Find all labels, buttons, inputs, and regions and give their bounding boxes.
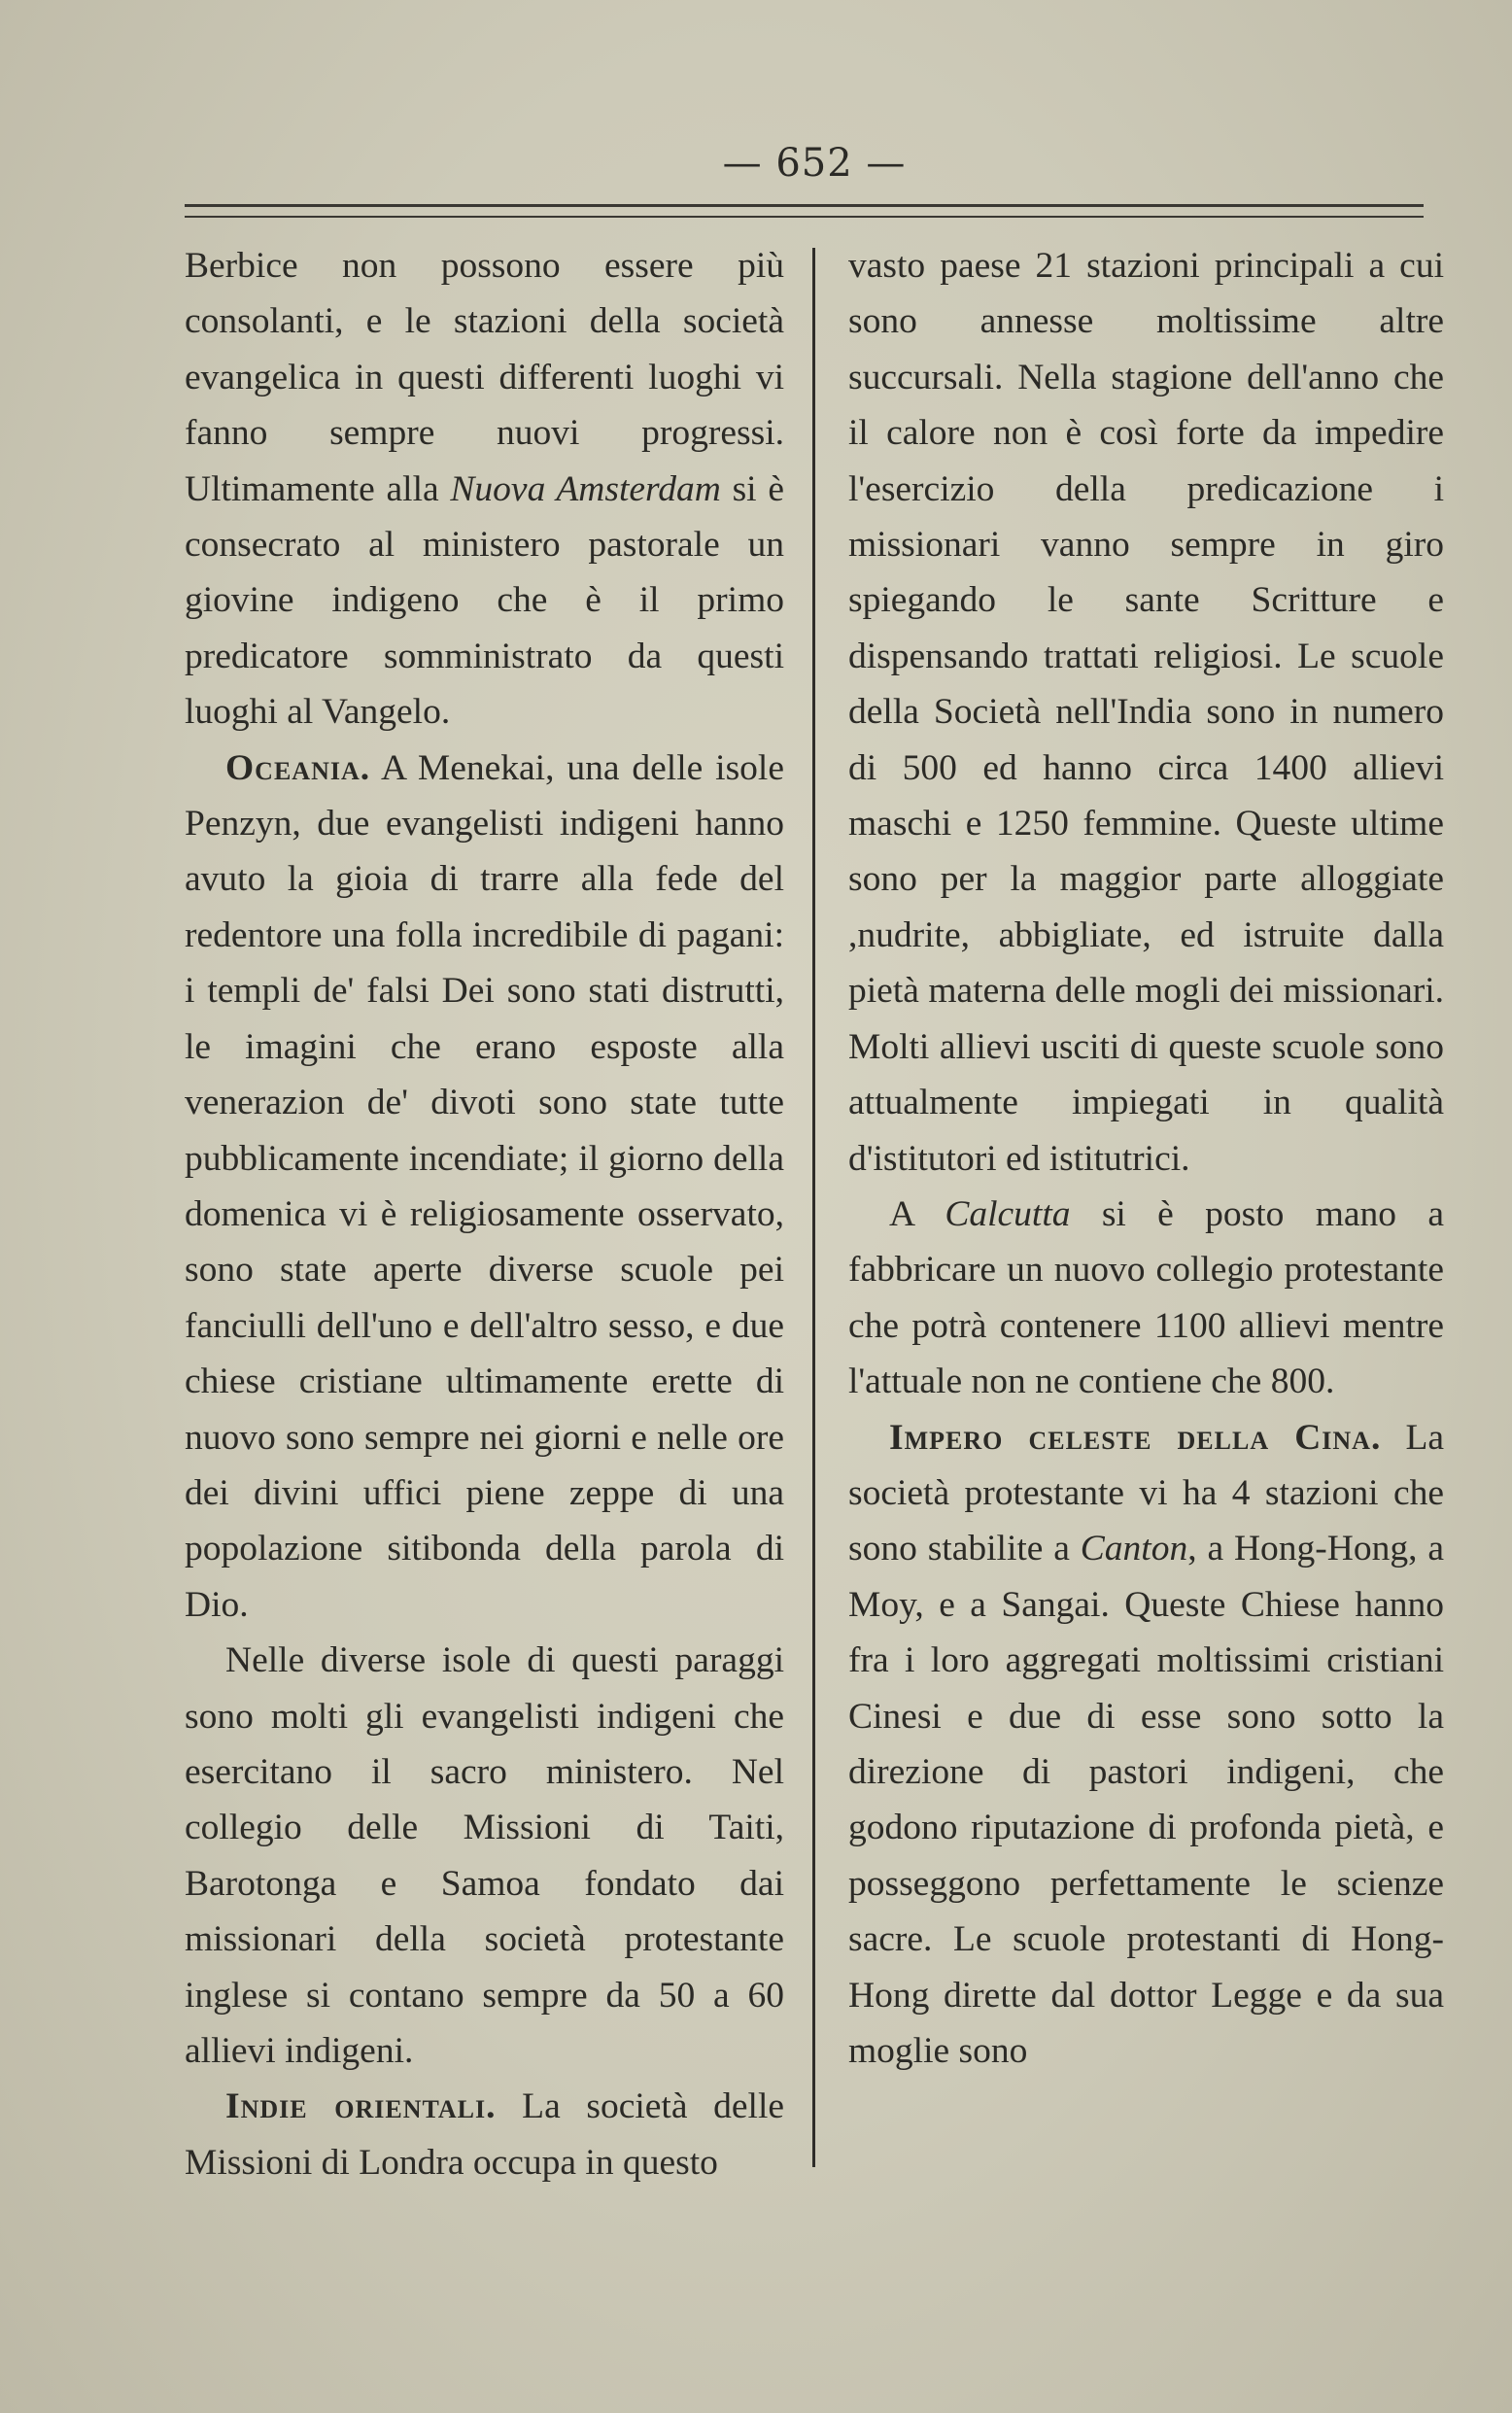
column-divider [812, 248, 815, 2167]
place-name: Canton [1080, 1529, 1188, 1569]
paragraph-isole: Nelle diverse isole di questi paraggi sono molti gli evangelisti indigeni che esercitano il sacro ministero. Nel collegio delle Missioni di Taiti, Barotonga e Samoa fondato dai missionari della società protestante inglese si contano sempre da 50 a 60 allievi indigeni. [185, 1640, 784, 2071]
left-column [185, 238, 784, 2190]
right-column [848, 238, 1444, 2079]
paragraph-indie: Indie orientali. La società delle Missioni di Londra occupa in questo [185, 2086, 785, 2183]
section-heading: Indie orientali. [225, 2086, 497, 2127]
header-rule [185, 204, 1424, 218]
place-name: Nuova Amsterdam [450, 468, 721, 509]
section-heading: Oceania. [225, 747, 371, 788]
paragraph-oceania: Oceania. A Menekai, una delle isole Penzyn, due evangelisti indigeni hanno avuto la gioia di trarre alla fede del redentore una folla incredibile di pagani: i templi de' falsi Dei sono stati distrutti, le imagini che erano esposte alla venerazion de' divoti sono state tutte pubblicamente incendiate; il giorno della domenica vi è religiosamente osservato, sono state aperte diverse scuole pei fanciulli dell'uno e dell'altro sesso, e due chiese cristiane ultimamente erette di nuovo sono sempre nei giorni e nelle ore dei divini uffici piene zeppe di una popolazione sitibonda della parola di Dio. [185, 747, 784, 1625]
section-heading: Impero celeste della Cina. [889, 1417, 1382, 1458]
paragraph-cina: Impero celeste della Cina. La società protestante vi ha 4 stazioni che sono stabilite a Canton, a Hong-Hong, a Moy, e a Sangai. Queste Chiese hanno fra i loro aggregati moltissimi cristiani Cinesi e due di esse sono sotto la direzione di pastori indigeni, che godono riputazione di profonda pietà, e posseggono perfettamente le scienze sacre. Le scuole protestanti di Hong-Hong dirette dal dottor Legge e da sua moglie sono [848, 1417, 1444, 2071]
place-name: Calcutta [945, 1193, 1071, 1234]
paragraph-india: vasto paese 21 stazioni principali a cui sono annesse moltissime altre succursali. Nella stagione dell'anno che il calore non è così forte da impedire l'esercizio della predicazione i missionari vanno sempre in giro spiegando le sante Scritture e dispensando trattati religiosi. Le scuole della Società nell'India sono in numero di 500 ed hanno circa 1400 allievi maschi e 1250 femmine. Queste ultime sono per la maggior parte alloggiate ,nudrite, abbigliate, ed istruite dalla pietà materna delle mogli dei missionari. Molti allievi usciti di queste scuole sono attualmente impiegati in qualità d'istitutori ed istitutrici. [848, 246, 1444, 1179]
page-number: — 652 — [722, 141, 907, 186]
paragraph-berbice: Berbice non possono essere più consolanti, e le stazioni della società evangelica in questi differenti luoghi vi fanno sempre nuovi progressi. Ultimamente alla Nuova Amsterdam si è consecrato al ministero pastorale un giovine indigeno che è il primo predicatore somministrato da questi luoghi al Vangelo. [185, 246, 784, 733]
paragraph-calcutta: A Calcutta si è posto mano a fabbricare un nuovo collegio protestante che potrà contenere 1100 allievi mentre l'attuale non ne contiene che 800. [848, 1193, 1445, 1402]
